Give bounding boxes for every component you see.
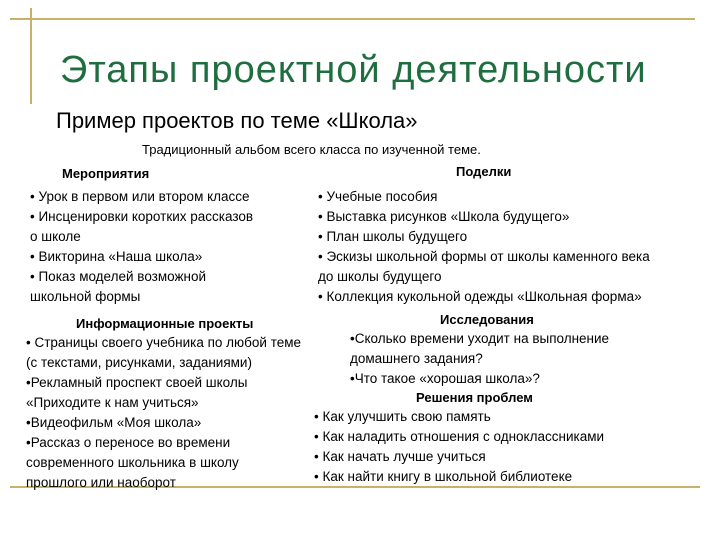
research-heading: Исследования — [440, 312, 534, 327]
list-item: • Как наладить отношения с одноклассниками — [314, 429, 605, 444]
slide-title: Этапы проектной деятельности — [60, 49, 647, 91]
list-item: • Как найти книгу в школьной библиотеке — [314, 469, 573, 484]
list-item: •Что такое «хорошая школа»? — [350, 371, 540, 386]
list-item: • Как улучшить свою память — [314, 409, 491, 424]
crafts-heading: Поделки — [456, 164, 512, 179]
research-list — [350, 329, 690, 389]
info-projects-heading: Информационные проекты — [76, 316, 254, 331]
left-rule — [30, 8, 32, 104]
crafts-list — [318, 187, 718, 307]
list-item: • Коллекция кукольной одежды «Школьная форма» — [318, 289, 642, 304]
list-item: • Страницы своего учебника по любой теме (с текстами, рисунками, заданиями) — [26, 335, 302, 370]
list-item: • Эскизы школьной формы от школы каменного века до школы будущего — [318, 249, 650, 284]
events-heading: Мероприятия — [62, 166, 150, 181]
list-item: • Урок в первом или втором классе — [30, 189, 250, 204]
album-caption: Традиционный альбом всего класса по изученной теме. — [142, 142, 481, 157]
list-item: • Как начать лучше учиться — [314, 449, 486, 464]
info-projects-list — [26, 333, 346, 493]
list-item: • Викторина «Наша школа» — [30, 249, 203, 264]
list-item: •Сколько времени уходит на выполнение домашнего задания? — [350, 331, 610, 366]
list-item: • Выставка рисунков «Школа будущего» — [318, 209, 570, 224]
list-item: •Рекламный проспект своей школы «Приходите к нам учиться» — [26, 375, 248, 410]
list-item: • План школы будущего — [318, 229, 468, 244]
list-item: •Видеофильм «Моя школа» — [26, 415, 202, 430]
list-item: • Инсценировки коротких рассказов о школе — [30, 209, 254, 244]
list-item: • Учебные пособия — [318, 189, 438, 204]
problem-solving-list — [314, 407, 694, 487]
slide-subtitle: Пример проектов по теме «Школа» — [56, 108, 418, 133]
list-item: • Показ моделей возможной школьной формы — [30, 269, 207, 304]
top-rule — [10, 18, 695, 20]
problem-solving-heading: Решения проблем — [416, 390, 533, 405]
events-list — [30, 187, 310, 307]
list-item: •Рассказ о переносе во времени современного школьника в школу прошлого или наоборот — [26, 435, 239, 490]
